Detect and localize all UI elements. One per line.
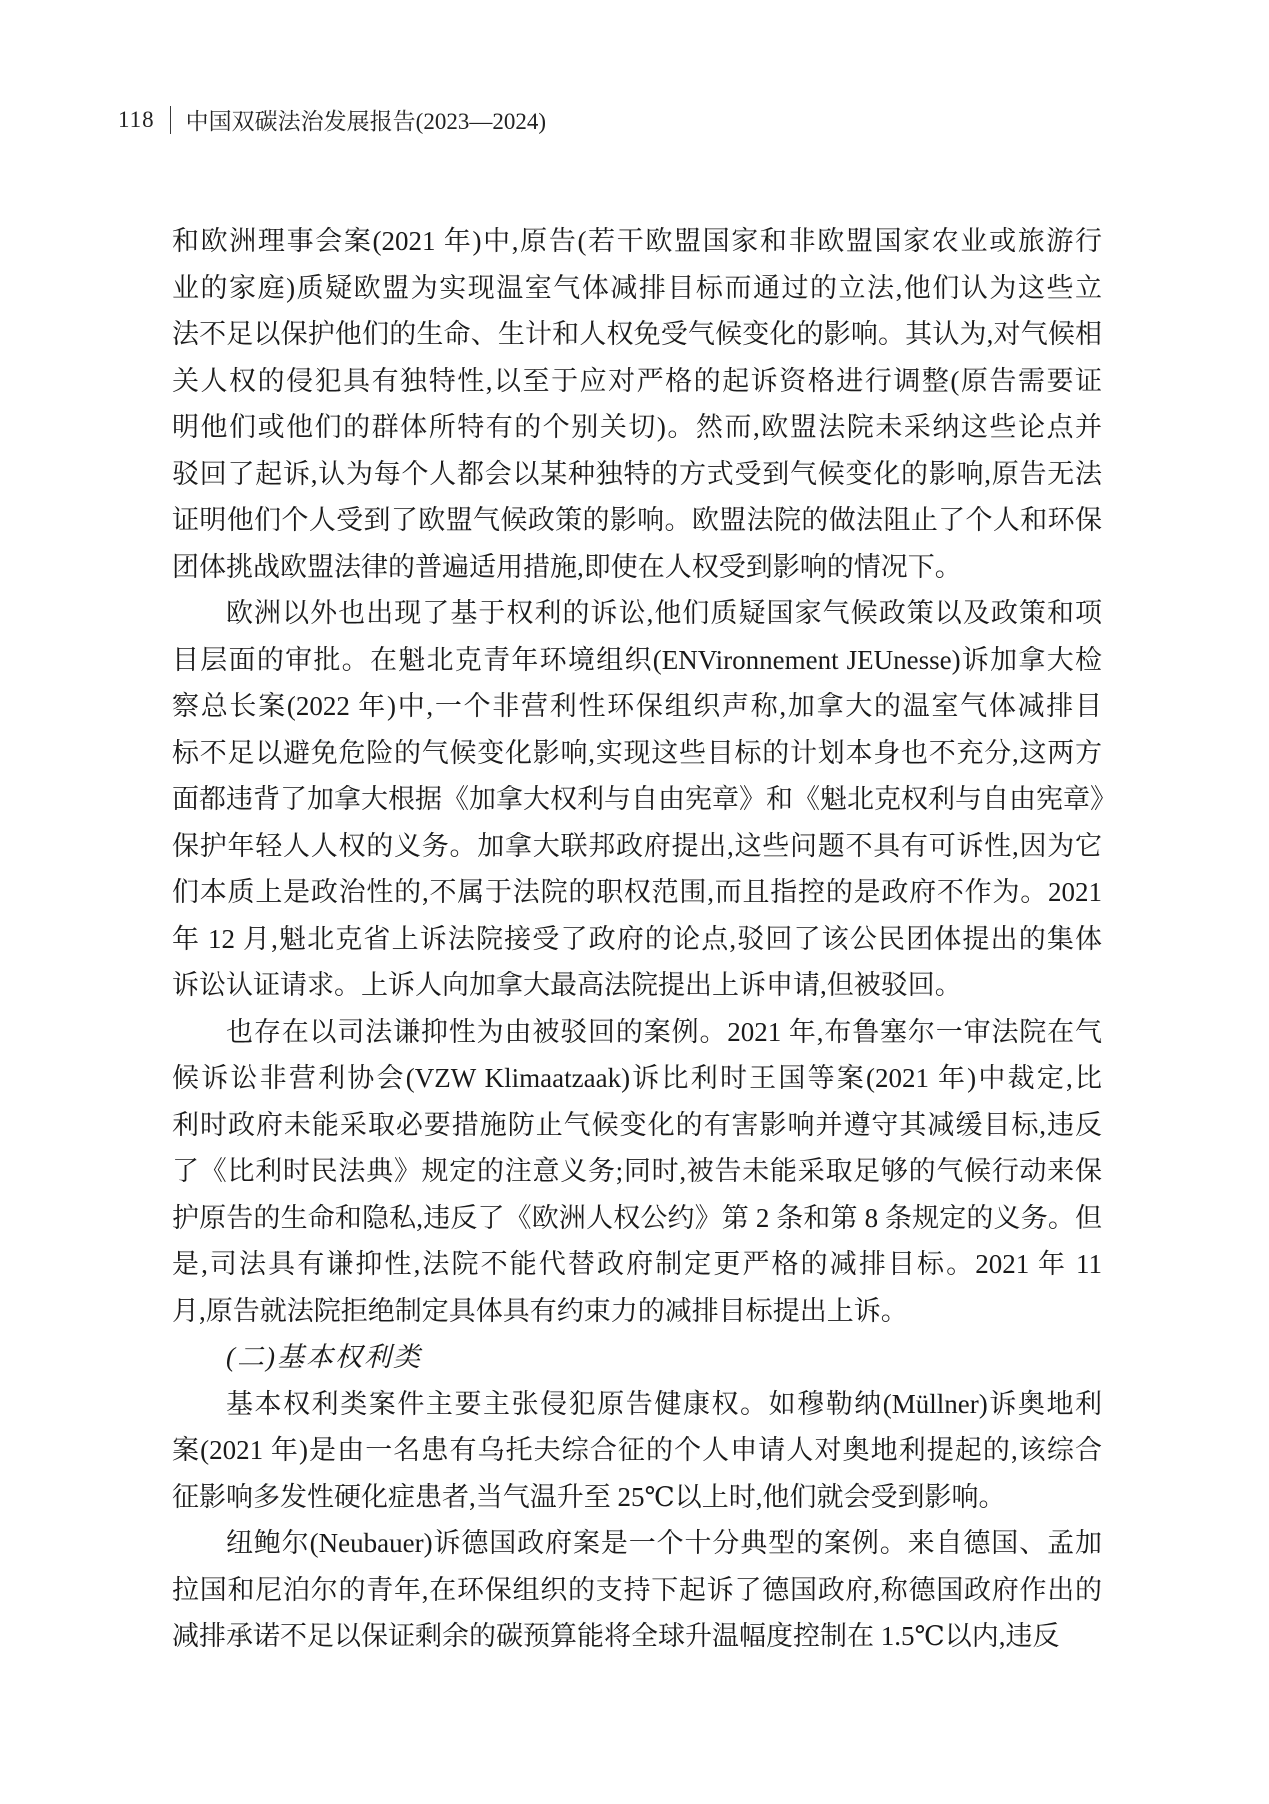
text-line: 和欧洲理事会案(2021 年)中,原告(若干欧盟国家和非欧盟国家农业或旅游行	[172, 226, 1102, 256]
paragraph	[172, 1520, 1102, 1660]
text-line: 关人权的侵犯具有独特性,以至于应对严格的起诉资格进行调整(原告需要证	[172, 365, 1102, 396]
text-line: 纽鲍尔(Neubauer)诉德国政府案是一个十分典型的案例。来自德国、孟加	[226, 1528, 1102, 1558]
text-line: 候诉讼非营利协会(VZW Klimaatzaak)诉比利时王国等案(2021 年)中裁定,比	[172, 1063, 1103, 1093]
book-title: 中国双碳法治发展报告(2023—2024)	[185, 109, 546, 134]
text-line: 是,司法具有谦抑性,法院不能代替政府制定更严格的减排目标。2021 年 11	[172, 1249, 1102, 1279]
text-line: 护原告的生命和隐私,违反了《欧洲人权公约》第 2 条和第 8 条规定的义务。但	[172, 1202, 1102, 1233]
paragraph	[172, 1009, 1102, 1335]
text-line: 减排承诺不足以保证剩余的碳预算能将全球升温幅度控制在 1.5℃以内,违反	[172, 1621, 1060, 1651]
section	[172, 1334, 1102, 1381]
running-header	[118, 103, 546, 136]
text-line: 征影响多发性硬化症患者,当气温升至 25℃以上时,他们就会受到影响。	[172, 1481, 1006, 1512]
text-line: 目层面的审批。在魁北克青年环境组织(ENVironnement JEUnesse)诉加拿大检	[172, 644, 1102, 675]
text-line: 法不足以保护他们的生命、生计和人权免受气候变化的影响。其认为,对气候相	[172, 319, 1102, 349]
paragraph	[172, 218, 1102, 590]
text-line: 察总长案(2022 年)中,一个非营利性环保组织声称,加拿大的温室气体减排目	[172, 691, 1102, 721]
text-line: 证明他们个人受到了欧盟气候政策的影响。欧盟法院的做法阻止了个人和环保	[172, 505, 1102, 535]
paragraph	[172, 590, 1117, 1009]
page-body	[172, 218, 1117, 1660]
text-line: 年 12 月,魁北克省上诉法院接受了政府的论点,驳回了该公民团体提出的集体	[172, 923, 1102, 954]
text-line: 明他们或他们的群体所特有的个别关切)。然而,欧盟法院未采纳这些论点并	[172, 412, 1102, 442]
page-number: 118	[118, 106, 155, 132]
text-line: 月,原告就法院拒绝制定具体具有约束力的减排目标提出上诉。	[172, 1295, 908, 1326]
text-line: 业的家庭)质疑欧盟为实现温室气体减排目标而通过的立法,他们认为这些立	[172, 272, 1102, 303]
text-line: 团体挑战欧盟法律的普遍适用措施,即使在人权受到影响的情况下。	[172, 551, 962, 582]
text-line: 拉国和尼泊尔的青年,在环保组织的支持下起诉了德国政府,称德国政府作出的	[172, 1574, 1102, 1605]
text-line: 诉讼认证请求。上诉人向加拿大最高法院提出上诉申请,但被驳回。	[172, 970, 962, 1000]
text-line: 面都违背了加拿大根据《加拿大权利与自由宪章》和《魁北克权利与自由宪章》	[172, 784, 1117, 814]
text-line: 也存在以司法谦抑性为由被驳回的案例。2021 年,布鲁塞尔一审法院在气	[226, 1016, 1102, 1047]
text-line: 驳回了起诉,认为每个人都会以某种独特的方式受到气候变化的影响,原告无法	[172, 458, 1102, 489]
text-line: 了《比利时民法典》规定的注意义务;同时,被告未能采取足够的气候行动来保	[172, 1156, 1102, 1186]
text-line: 基本权利类案件主要主张侵犯原告健康权。如穆勒纳(Müllner)诉奥地利	[226, 1388, 1102, 1419]
header-divider	[170, 106, 171, 134]
section-heading: (二)基本权利类	[226, 1342, 422, 1372]
text-line: 欧洲以外也出现了基于权利的诉讼,他们质疑国家气候政策以及政策和项	[226, 598, 1102, 628]
text-line: 们本质上是政治性的,不属于法院的职权范围,而且指控的是政府不作为。2021	[172, 877, 1102, 907]
text-line: 保护年轻人人权的义务。加拿大联邦政府提出,这些问题不具有可诉性,因为它	[172, 830, 1102, 861]
text-line: 利时政府未能采取必要措施防止气候变化的有害影响并遵守其减缓目标,违反	[172, 1109, 1102, 1140]
paragraph	[172, 1381, 1102, 1521]
text-line: 标不足以避免危险的气候变化影响,实现这些目标的计划本身也不充分,这两方	[172, 737, 1102, 768]
text-line: 案(2021 年)是由一名患有乌托夫综合征的个人申请人对奥地利提起的,该综合	[172, 1435, 1102, 1465]
